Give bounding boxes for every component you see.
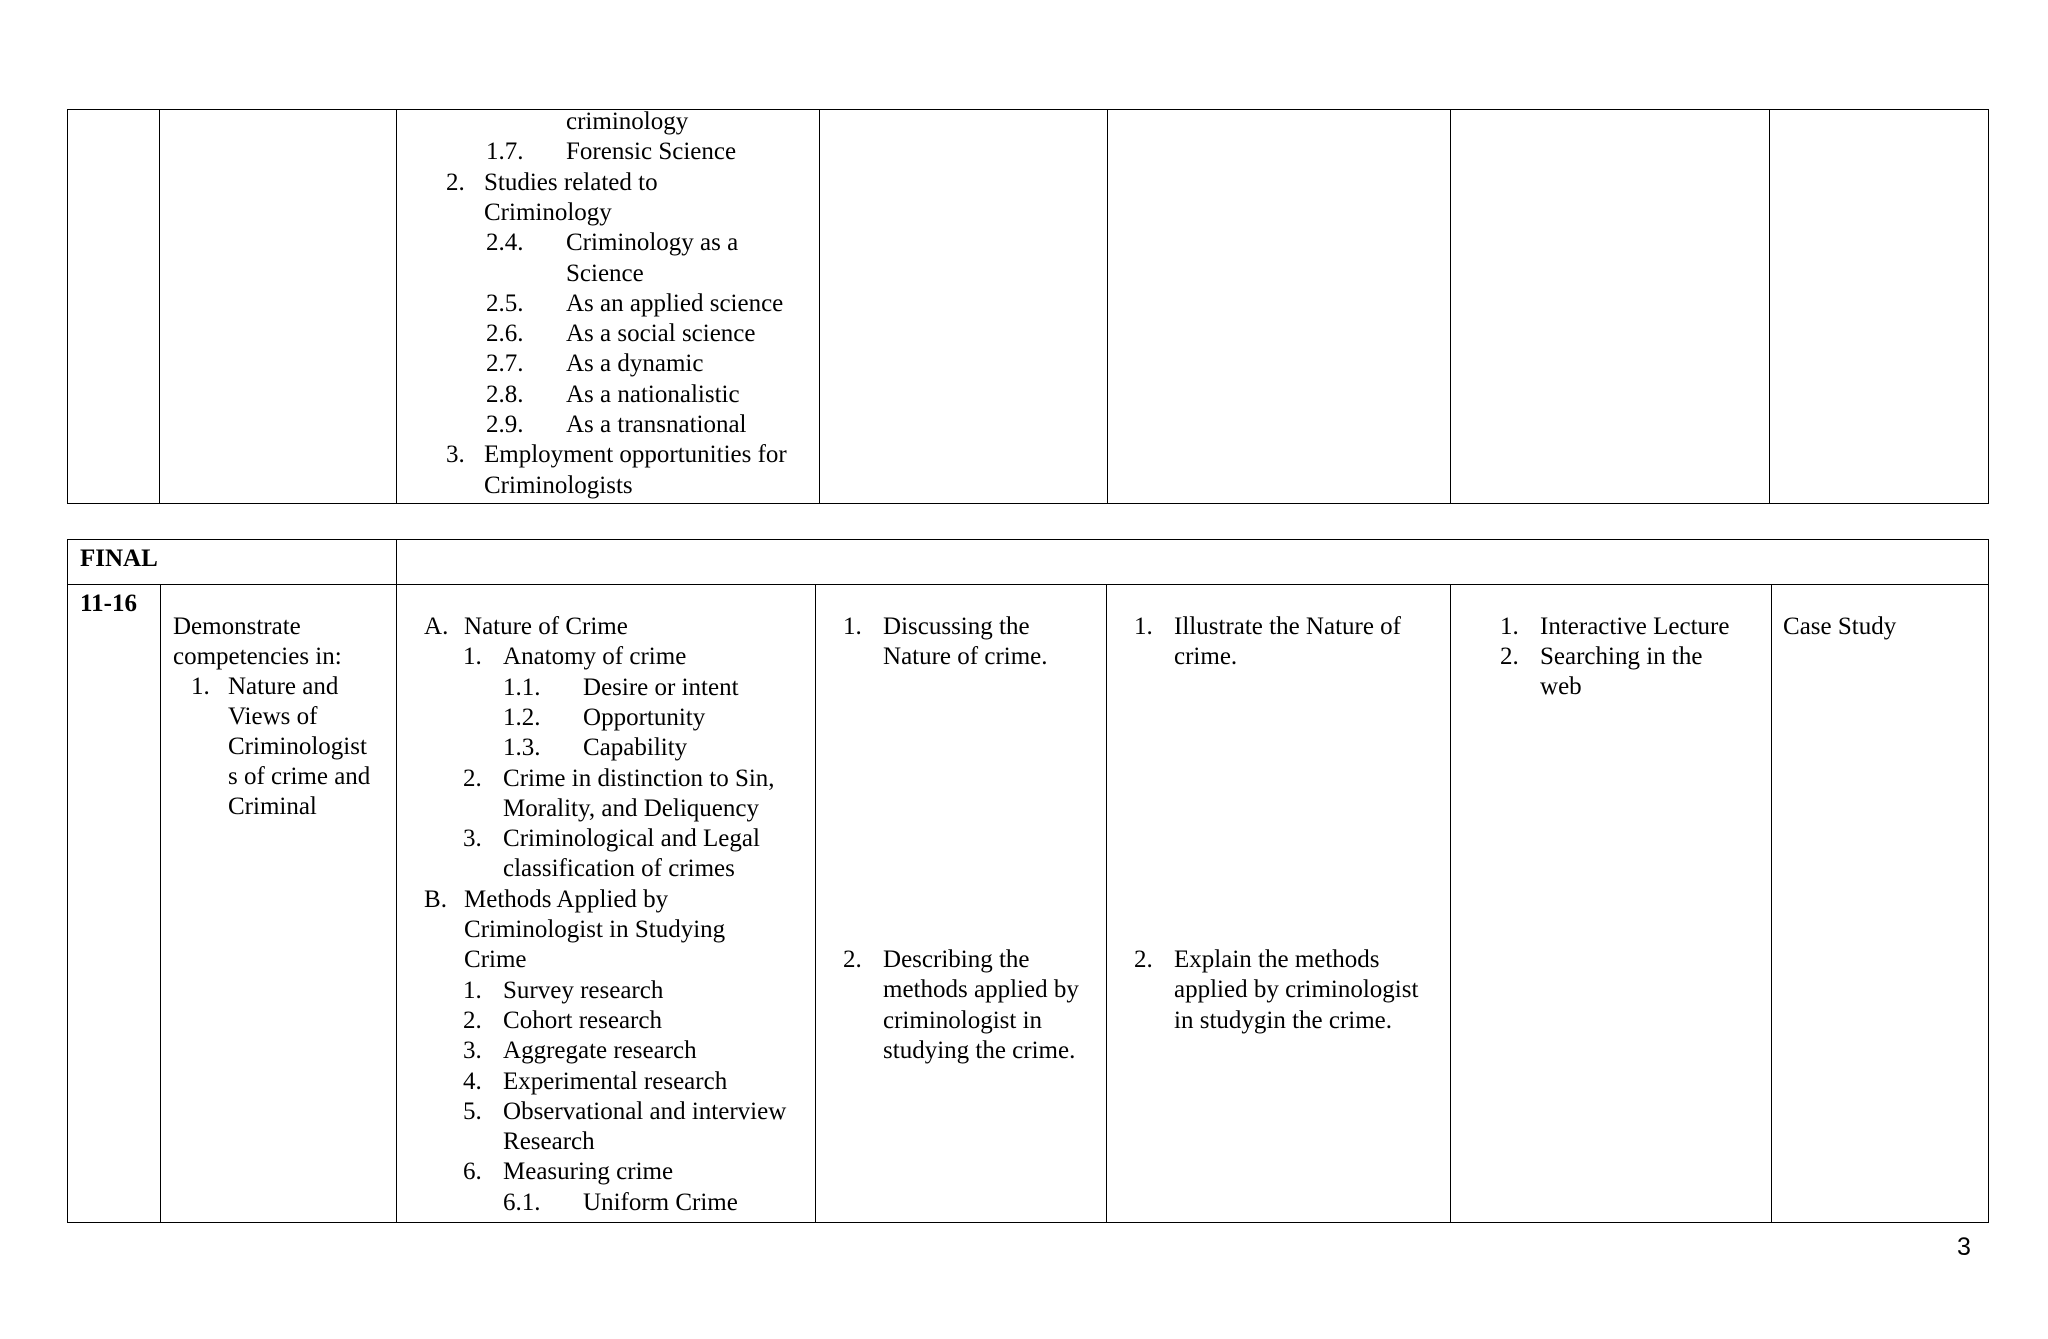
activity-text: criminologist in <box>883 1006 1043 1034</box>
content-item-text: Criminology as a <box>566 229 739 257</box>
week-number: 11-16 <box>80 590 137 617</box>
content-item-text: Crime <box>464 946 527 974</box>
content-item-text: Criminology <box>484 198 612 226</box>
outcome-item-text: Nature and <box>228 673 339 700</box>
outcome-item-text: Views of <box>228 703 318 730</box>
content-item-text: Forensic Science <box>566 138 737 166</box>
content-item-text: Crime in distinction to Sin, <box>503 764 775 792</box>
term-header-blank <box>397 540 1989 585</box>
week-cell <box>68 585 161 1223</box>
assessment-text: Illustrate the Nature of <box>1174 613 1402 640</box>
content-item-number: 1. <box>463 643 482 671</box>
content-item-text: Survey research <box>503 976 664 1004</box>
content-item-number: 6. <box>463 1158 482 1186</box>
content-item-text: Criminologist in Studying <box>464 916 726 943</box>
content-item-text: Desire or intent <box>583 673 739 701</box>
resources-cell <box>1772 585 1989 1223</box>
content-item-text: Capability <box>583 734 688 762</box>
assessment-text: in studygin the crime. <box>1174 1006 1393 1034</box>
activity-text: Nature of crime. <box>883 643 1048 671</box>
activity-text: methods applied by <box>883 976 1079 1004</box>
content-item-text: Methods Applied by <box>464 885 669 913</box>
content-item-text: Anatomy of crime <box>503 643 687 671</box>
content-item-number: 1.1. <box>503 673 541 701</box>
activity-text: studying the crime. <box>883 1036 1076 1064</box>
activities-cell <box>816 585 1107 1223</box>
assessment-number: 1. <box>1134 613 1153 640</box>
content-item-number: 2. <box>463 1006 482 1034</box>
assessment-text: Explain the methods <box>1174 946 1380 973</box>
page-number: 3 <box>1957 1233 1971 1261</box>
assessment-cell <box>1107 585 1451 1223</box>
content-item-number: 2.7. <box>486 350 524 378</box>
activity-number: 2. <box>843 946 862 973</box>
content-item-text: As a transnational <box>566 411 747 438</box>
term-header: FINAL <box>80 545 158 572</box>
content-item-text: Criminologists <box>484 471 633 499</box>
content-item-number: 1. <box>463 976 482 1004</box>
method-text: Interactive Lecture <box>1540 613 1730 640</box>
outcome-intro-line: competencies in: <box>173 643 342 670</box>
outcomes-cell <box>161 585 397 1223</box>
content-item-number: B. <box>424 885 447 913</box>
content-item-text: As a nationalistic <box>566 380 740 408</box>
content-item-number: 3. <box>446 441 465 469</box>
content-item-text: Nature of Crime <box>464 613 628 640</box>
final-term-table <box>67 539 1989 1223</box>
outcome-intro-line: Demonstrate <box>173 613 301 640</box>
content-item-number: A. <box>424 613 449 640</box>
methods-cell <box>1451 110 1770 504</box>
content-table-continued <box>67 109 1989 504</box>
content-item-text: Observational and interview <box>503 1097 787 1125</box>
content-item-text: Opportunity <box>583 703 706 731</box>
outcome-item-number: 1. <box>191 673 210 700</box>
content-item-text: classification of crimes <box>503 855 735 883</box>
activity-text: Describing the <box>883 946 1030 973</box>
content-cell <box>397 585 816 1223</box>
content-item-text: Studies related to <box>484 168 658 196</box>
content-item-text: Measuring crime <box>503 1158 674 1186</box>
content-item-text: Cohort research <box>503 1006 662 1034</box>
content-item-text: Uniform Crime <box>583 1188 738 1216</box>
content-cell <box>397 110 820 504</box>
method-text: Searching in the <box>1540 643 1703 670</box>
content-item-text: Experimental research <box>503 1067 728 1095</box>
outcome-item-text: s of crime and <box>228 763 371 790</box>
content-item-number: 2. <box>446 168 465 196</box>
outcome-item-text: Criminal <box>228 793 317 820</box>
method-number: 2. <box>1500 643 1519 670</box>
content-item-number: 5. <box>463 1097 482 1125</box>
content-item-number: 2.8. <box>486 380 524 408</box>
resources-text: Case Study <box>1783 613 1897 640</box>
activity-number: 1. <box>843 613 862 640</box>
outcome-item-text: Criminologist <box>228 733 367 760</box>
content-item-number: 1.3. <box>503 734 541 762</box>
content-item-number: 2.6. <box>486 320 524 348</box>
content-item-number: 2.5. <box>486 289 524 317</box>
activity-text: Discussing the <box>883 613 1030 640</box>
content-item-number: 2.9. <box>486 411 524 438</box>
method-number: 1. <box>1500 613 1519 640</box>
assessment-text: crime. <box>1174 643 1238 671</box>
content-item-number: 4. <box>463 1067 482 1095</box>
content-item-text: Aggregate research <box>503 1037 697 1065</box>
methods-cell <box>1451 585 1772 1223</box>
content-item-number: 3. <box>463 825 482 853</box>
assessment-number: 2. <box>1134 946 1153 973</box>
content-item-text: Morality, and Deliquency <box>503 794 759 822</box>
outcomes-cell <box>160 110 397 504</box>
content-item-text: Employment opportunities for <box>484 441 787 469</box>
content-item-text: As a social science <box>566 320 756 348</box>
resources-cell <box>1770 110 1989 504</box>
content-item-text: criminology <box>566 108 689 135</box>
activities-cell <box>820 110 1108 504</box>
content-item-text: As an applied science <box>566 289 784 317</box>
content-item-number: 1.2. <box>503 703 541 731</box>
content-item-text: Science <box>566 259 644 287</box>
content-item-number: 6.1. <box>503 1188 541 1216</box>
assessment-cell <box>1108 110 1451 504</box>
content-item-number: 1.7. <box>486 138 524 166</box>
content-item-number: 2. <box>463 764 482 792</box>
assessment-text: applied by criminologist <box>1174 976 1419 1004</box>
week-cell <box>68 110 160 504</box>
content-item-text: As a dynamic <box>566 350 704 378</box>
learning-outcomes <box>161 585 396 1222</box>
term-header-cell <box>68 540 397 585</box>
method-text: web <box>1540 673 1582 701</box>
content-item-text: Research <box>503 1128 595 1156</box>
content-item-number: 2.4. <box>486 229 524 257</box>
content-item-number: 3. <box>463 1037 482 1065</box>
content-item-text: Criminological and Legal <box>503 825 760 853</box>
